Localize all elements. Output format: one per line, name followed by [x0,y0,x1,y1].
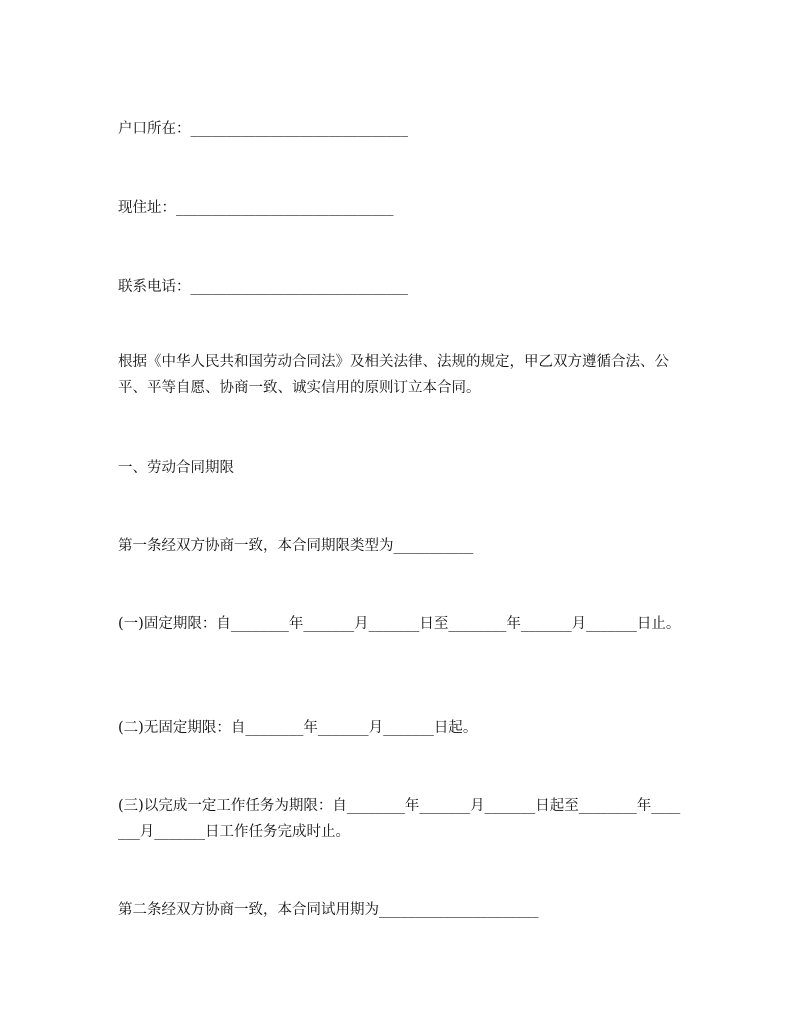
open-ended-term-paragraph: (二)无固定期限：自________年_______月_______日起。 [118,720,478,736]
current-address-line: 现住址：______________________________ [118,200,394,216]
contact-phone-line: 联系电话：______________________________ [118,279,408,295]
article-2-paragraph: 第二条经双方协商一致，本合同试用期为______________________ [118,902,539,918]
article-1-paragraph: 第一条经双方协商一致，本合同期限类型为___________ [118,538,474,554]
task-based-term-paragraph: (三)以完成一定工作任务为期限：自________年_______月_______日起至________年_______月_______日工作任务完成时止。 [118,798,681,840]
preamble-paragraph: 根据《中华人民共和国劳动合同法》及相关法律、法规的规定，甲乙双方遵循合法、公平、平等自愿、协商一致、诚实信用的原则订立本合同。 [118,354,669,396]
household-registration-line: 户口所在：______________________________ [118,121,408,137]
fixed-term-paragraph: (一)固定期限：自________年_______月_______日至________年_______月_______日止。 [118,616,681,632]
section-heading-contract-term: 一、劳动合同期限 [118,460,234,476]
